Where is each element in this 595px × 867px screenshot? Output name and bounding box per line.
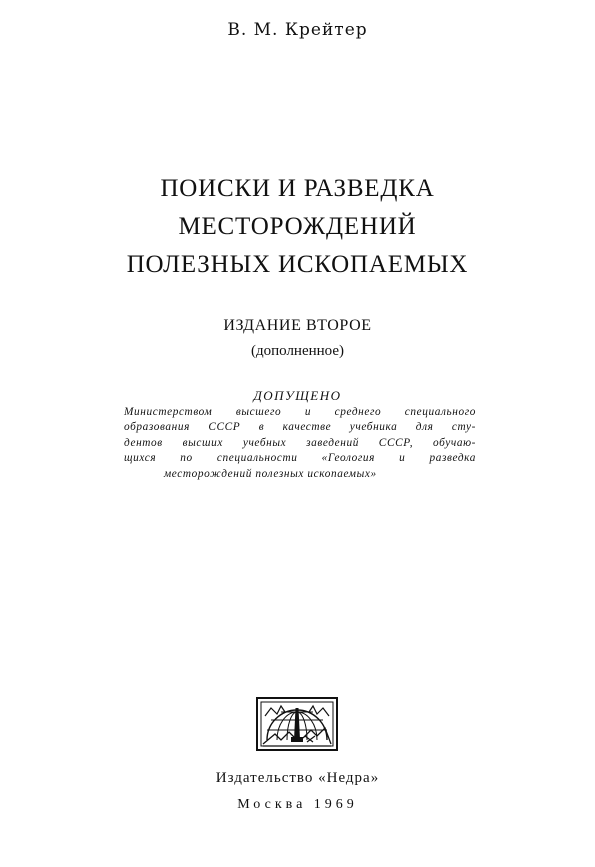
- edition-note: (дополненное): [250, 343, 345, 359]
- approval-text: [124, 405, 476, 482]
- publisher-name: Издательство «Недра»: [215, 770, 380, 786]
- publisher-logo-icon: [255, 696, 339, 752]
- approval-line-2: образования СССР в качестве учебника для сту-: [124, 421, 476, 434]
- approval-heading: ДОПУЩЕНО: [253, 388, 342, 403]
- title-line-2: МЕСТОРОЖДЕНИЙ: [178, 213, 417, 240]
- edition-label: ИЗДАНИЕ ВТОРОЕ: [223, 317, 372, 334]
- approval-line-5: месторождений полезных ископаемых»: [164, 467, 377, 480]
- approval-line-3: дентов высших учебных заведений СССР, обучаю-: [124, 436, 476, 449]
- book-title: [0, 170, 595, 284]
- approval-line-4: щихся по специальности «Геология и разведка: [124, 452, 476, 465]
- approval-line-1: Министерством высшего и среднего специального: [124, 406, 476, 418]
- city-year: Москва 1969: [237, 797, 358, 812]
- title-line-1: ПОИСКИ И РАЗВЕДКА: [160, 175, 435, 202]
- author-name: В. М. Крейтер: [227, 20, 368, 40]
- title-line-3: ПОЛЕЗНЫХ ИСКОПАЕМЫХ: [126, 251, 469, 278]
